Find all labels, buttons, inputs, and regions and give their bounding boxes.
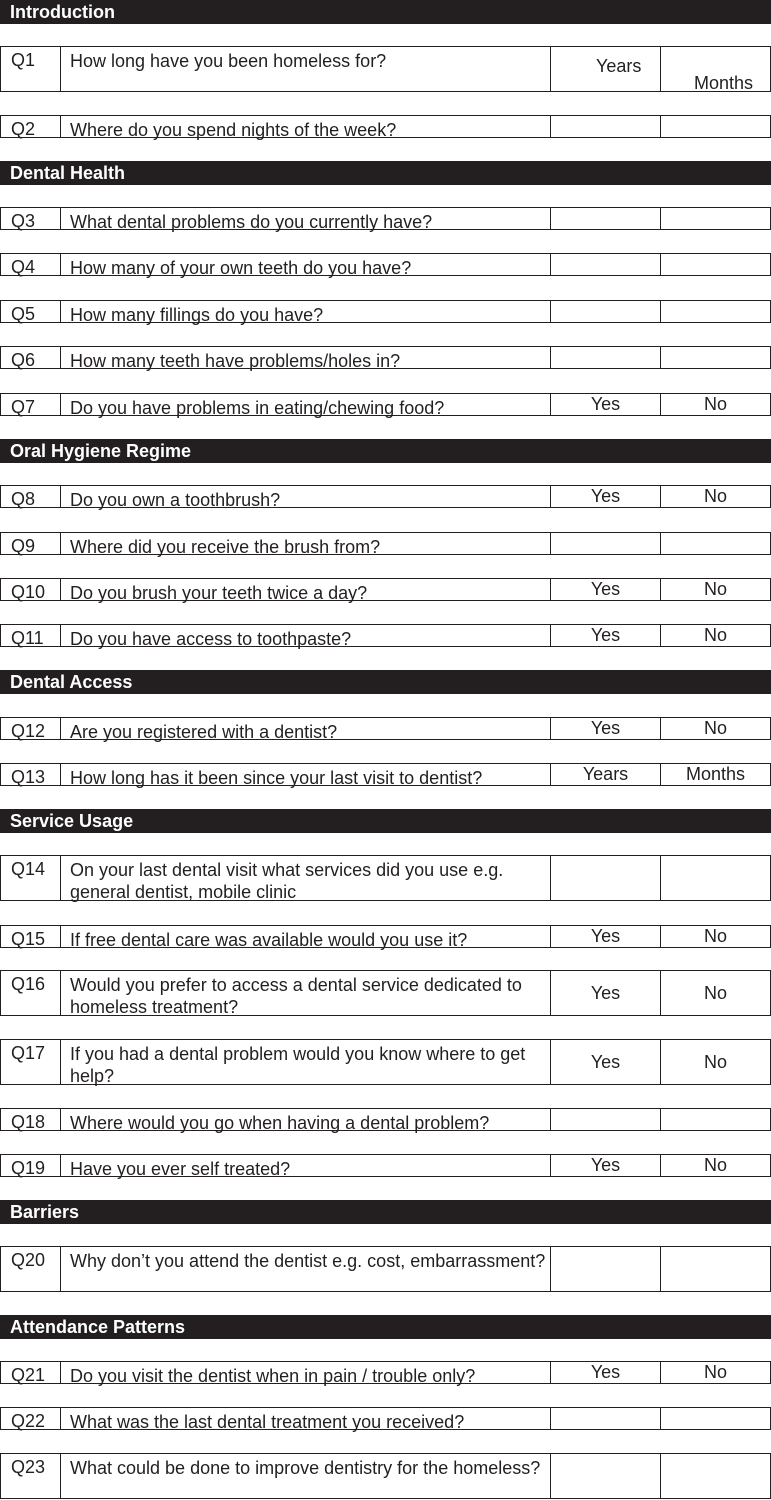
answer-option-2[interactable]: No xyxy=(660,485,771,508)
question-text: Where did you receive the brush from? xyxy=(60,532,551,555)
question-number: Q11 xyxy=(0,624,61,647)
question-number: Q21 xyxy=(0,1361,61,1384)
question-text: Do you have access to toothpaste? xyxy=(60,624,551,647)
answer-option-1[interactable]: Years xyxy=(550,763,661,786)
answer-option-1[interactable] xyxy=(550,1246,661,1292)
answer-option-2[interactable] xyxy=(660,1407,771,1430)
answer-option-1[interactable] xyxy=(550,532,661,555)
answer-option-2[interactable]: Months xyxy=(660,763,771,786)
question-text: If you had a dental problem would you know where to get help? xyxy=(60,1039,551,1085)
question-number: Q2 xyxy=(0,115,61,138)
answer-option-1[interactable]: Yes xyxy=(550,1039,661,1085)
question-text: How many teeth have problems/holes in? xyxy=(60,346,551,369)
answer-option-1[interactable]: Yes xyxy=(550,970,661,1016)
answer-option-1[interactable]: Yes xyxy=(550,925,661,948)
answer-option-2[interactable]: No xyxy=(660,717,771,740)
answer-option-2[interactable]: No xyxy=(660,578,771,601)
question-text: Where do you spend nights of the week? xyxy=(60,115,551,138)
section-header: Attendance Patterns xyxy=(0,1315,771,1339)
answer-option-1[interactable]: Yes xyxy=(550,1361,661,1384)
section-header: Oral Hygiene Regime xyxy=(0,439,771,463)
answer-option-2[interactable]: No xyxy=(660,1154,771,1177)
question-number: Q19 xyxy=(0,1154,61,1177)
question-number: Q10 xyxy=(0,578,61,601)
answer-label: Years xyxy=(596,56,642,76)
answer-option-2[interactable] xyxy=(660,1246,771,1292)
question-number: Q15 xyxy=(0,925,61,948)
answer-option-2[interactable] xyxy=(660,1108,771,1131)
answer-option-2[interactable] xyxy=(660,1453,771,1499)
question-number: Q23 xyxy=(0,1453,61,1499)
answer-option-1[interactable] xyxy=(550,1108,661,1131)
answer-option-2[interactable]: No xyxy=(660,393,771,416)
answer-option-1[interactable] xyxy=(550,300,661,323)
answer-option-2[interactable] xyxy=(660,207,771,230)
answer-option-1[interactable] xyxy=(550,207,661,230)
question-number: Q16 xyxy=(0,970,61,1016)
answer-option-2[interactable] xyxy=(660,253,771,276)
question-text: Have you ever self treated? xyxy=(60,1154,551,1177)
section-header: Service Usage xyxy=(0,809,771,833)
question-number: Q20 xyxy=(0,1246,61,1292)
section-header: Dental Access xyxy=(0,670,771,694)
answer-option-1[interactable] xyxy=(550,115,661,138)
question-number: Q5 xyxy=(0,300,61,323)
answer-option-1[interactable] xyxy=(550,253,661,276)
answer-option-1[interactable]: Yes xyxy=(550,717,661,740)
question-number: Q8 xyxy=(0,485,61,508)
question-text: Do you own a toothbrush? xyxy=(60,485,551,508)
answer-option-2[interactable] xyxy=(660,115,771,138)
question-text: How long has it been since your last visit to dentist? xyxy=(60,763,551,786)
answer-option-1[interactable] xyxy=(550,346,661,369)
answer-option-2[interactable]: No xyxy=(660,1039,771,1085)
answer-option-2[interactable]: No xyxy=(660,1361,771,1384)
question-text: How long have you been homeless for? xyxy=(60,46,551,92)
answer-option-1[interactable]: Yes xyxy=(550,578,661,601)
answer-option-1[interactable] xyxy=(550,855,661,901)
answer-option-1[interactable] xyxy=(550,1407,661,1430)
question-number: Q1 xyxy=(0,46,61,92)
answer-option-2[interactable]: No xyxy=(660,624,771,647)
question-number: Q3 xyxy=(0,207,61,230)
answer-option-1[interactable]: Yes xyxy=(550,393,661,416)
question-number: Q4 xyxy=(0,253,61,276)
question-text: Are you registered with a dentist? xyxy=(60,717,551,740)
answer-option-2[interactable] xyxy=(660,46,771,92)
question-number: Q14 xyxy=(0,855,61,901)
answer-option-2[interactable] xyxy=(660,855,771,901)
answer-label: Months xyxy=(694,73,754,93)
question-text: Do you visit the dentist when in pain / trouble only? xyxy=(60,1361,551,1384)
question-text: Why don’t you attend the dentist e.g. cost, embarrassment? xyxy=(60,1246,551,1292)
question-number: Q12 xyxy=(0,717,61,740)
answer-option-2[interactable]: No xyxy=(660,925,771,948)
answer-option-2[interactable] xyxy=(660,346,771,369)
question-number: Q9 xyxy=(0,532,61,555)
question-text: Do you brush your teeth twice a day? xyxy=(60,578,551,601)
answer-option-2[interactable] xyxy=(660,300,771,323)
question-text: If free dental care was available would you use it? xyxy=(60,925,551,948)
question-number: Q17 xyxy=(0,1039,61,1085)
section-header: Introduction xyxy=(0,0,771,24)
question-text: Do you have problems in eating/chewing food? xyxy=(60,393,551,416)
question-number: Q7 xyxy=(0,393,61,416)
question-text: How many of your own teeth do you have? xyxy=(60,253,551,276)
answer-option-2[interactable] xyxy=(660,532,771,555)
question-number: Q13 xyxy=(0,763,61,786)
section-header: Barriers xyxy=(0,1200,771,1224)
question-text: What was the last dental treatment you received? xyxy=(60,1407,551,1430)
question-text: What could be done to improve dentistry for the homeless? xyxy=(60,1453,551,1499)
question-number: Q22 xyxy=(0,1407,61,1430)
answer-option-2[interactable]: No xyxy=(660,970,771,1016)
answer-option-1[interactable] xyxy=(550,1453,661,1499)
question-text: On your last dental visit what services did you use e.g. general dentist, mobile clinic xyxy=(60,855,551,901)
question-number: Q18 xyxy=(0,1108,61,1131)
answer-option-1[interactable] xyxy=(550,46,661,92)
question-text: How many fillings do you have? xyxy=(60,300,551,323)
question-text: What dental problems do you currently have? xyxy=(60,207,551,230)
answer-option-1[interactable]: Yes xyxy=(550,1154,661,1177)
question-text: Would you prefer to access a dental service dedicated to homeless treatment? xyxy=(60,970,551,1016)
answer-option-1[interactable]: Yes xyxy=(550,485,661,508)
question-number: Q6 xyxy=(0,346,61,369)
section-header: Dental Health xyxy=(0,161,771,185)
answer-option-1[interactable]: Yes xyxy=(550,624,661,647)
question-text: Where would you go when having a dental problem? xyxy=(60,1108,551,1131)
